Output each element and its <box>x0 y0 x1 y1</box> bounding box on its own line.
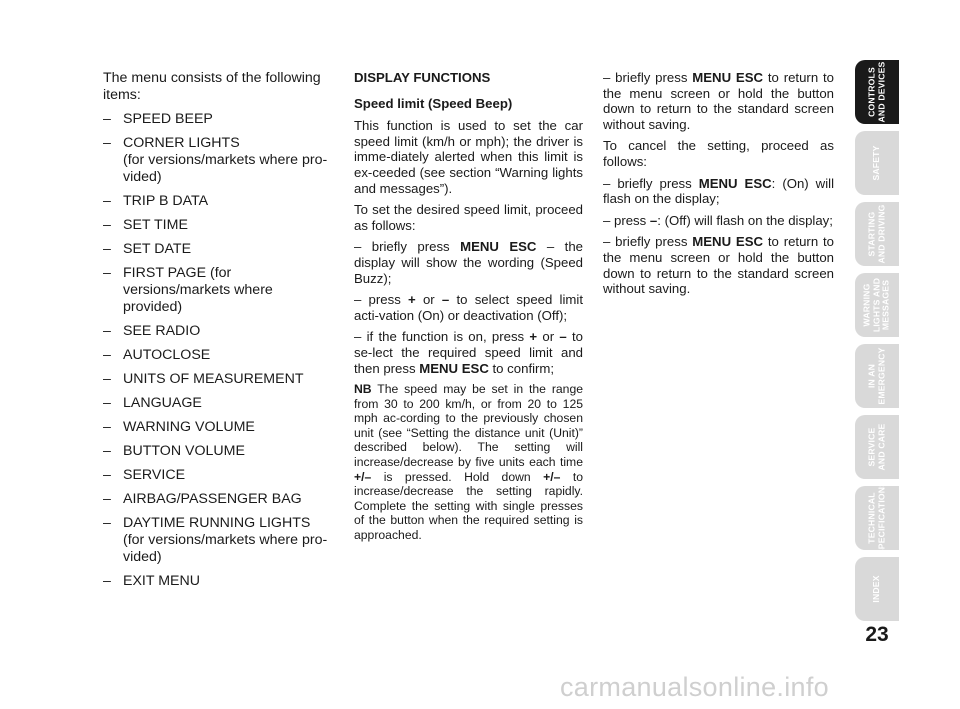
chapter-tab[interactable] <box>855 415 899 479</box>
chapter-tab-label: INDEX <box>871 575 882 603</box>
chapter-tab[interactable] <box>855 557 899 621</box>
section-heading: DISPLAY FUNCTIONS <box>354 70 491 85</box>
list-item-label: CORNER LIGHTS <box>123 135 240 151</box>
menu-list-item <box>103 193 335 210</box>
menu-list-item <box>103 443 335 460</box>
paragraph: To cancel the setting, proceed as follows: <box>603 138 834 169</box>
cancel-setting-column <box>603 70 834 303</box>
list-dash: – <box>103 135 111 151</box>
menu-intro: The menu consists of the following items: <box>103 70 321 103</box>
paragraph: – press –: (Off) will flash on the display; <box>603 212 833 228</box>
list-dash: – <box>103 217 111 233</box>
chapter-tab[interactable] <box>855 344 899 408</box>
chapter-tab-label: TECHNICAL SPECIFICATIONS <box>866 480 886 556</box>
list-item-label: TRIP B DATA <box>123 193 209 209</box>
list-item-text <box>123 443 335 460</box>
list-item-label: SPEED BEEP <box>123 111 213 127</box>
menu-list <box>103 111 335 590</box>
chapter-tab[interactable] <box>855 60 899 124</box>
list-item-label: SERVICE <box>123 467 186 483</box>
chapter-tab-label: STARTING AND DRIVING <box>866 204 886 264</box>
paragraph: – briefly press MENU ESC: (On) will flash on the display; <box>603 175 834 207</box>
list-dash: – <box>103 193 111 209</box>
paragraph: – briefly press MENU ESC – the display will show the wording (Speed Buzz); <box>354 239 584 286</box>
menu-list-item <box>103 241 335 258</box>
list-item-label: SET DATE <box>123 241 192 257</box>
list-dash: – <box>103 395 111 411</box>
list-item-text <box>123 515 335 566</box>
list-dash: – <box>103 111 111 127</box>
chapter-tab-label: IN AN EMERGENCY <box>866 347 886 405</box>
list-item-label: AIRBAG/PASSENGER BAG <box>123 491 302 507</box>
list-dash: – <box>103 265 111 281</box>
display-functions-column <box>354 70 583 549</box>
menu-list-item <box>103 111 335 128</box>
list-item-text <box>123 217 335 234</box>
list-dash: – <box>103 443 111 459</box>
menu-list-item <box>103 265 335 316</box>
list-item-label: FIRST PAGE (for versions/markets where provided) <box>123 265 273 315</box>
paragraph: This function is used to set the car speed limit (km/h or mph); the driver is imme-diately alerted when this limit is ex-ceeded (see section “Warning lights and messages”). <box>354 118 583 196</box>
menu-list-item <box>103 515 335 566</box>
list-dash: – <box>103 515 111 531</box>
menu-items-column <box>103 70 335 597</box>
list-item-label: AUTOCLOSE <box>123 347 211 363</box>
chapter-tabs <box>855 60 899 628</box>
list-item-text <box>123 395 335 412</box>
list-dash: – <box>103 573 111 589</box>
list-item-text <box>123 419 335 436</box>
list-item-text <box>123 241 335 258</box>
menu-list-item <box>103 347 335 364</box>
list-item-text <box>123 135 335 186</box>
paragraph: – press + or – to select speed limit acti-vation (On) or deactivation (Off); <box>354 292 583 323</box>
list-item-label: WARNING VOLUME <box>123 419 255 435</box>
paragraph: – if the function is on, press + or – to se-lect the required speed limit and then press MENU ESC to confirm; <box>354 329 583 376</box>
menu-list-item <box>103 323 335 340</box>
watermark: carmanualsonline.info <box>560 672 829 702</box>
paragraph: To set the desired speed limit, proceed as follows: <box>354 202 583 233</box>
chapter-tab-label: CONTROLS AND DEVICES <box>866 61 886 123</box>
menu-list-item <box>103 467 335 484</box>
list-item-label: SEE RADIO <box>123 323 201 339</box>
list-dash: – <box>103 419 111 435</box>
list-item-text <box>123 323 335 340</box>
chapter-tab-label: SERVICE AND CARE <box>866 423 886 471</box>
list-dash: – <box>103 241 111 257</box>
menu-list-item <box>103 491 335 508</box>
menu-list-item <box>103 371 335 388</box>
list-item-text <box>123 371 335 388</box>
section-subheading: Speed limit (Speed Beep) <box>354 95 513 111</box>
chapter-tab-label: WARNING LIGHTS AND MESSAGES <box>861 277 891 333</box>
list-item-text <box>123 467 335 484</box>
list-item-note: (for versions/markets where pro-vided) <box>123 532 328 565</box>
list-item-label: UNITS OF MEASUREMENT <box>123 371 304 387</box>
list-dash: – <box>103 467 111 483</box>
list-item-label: LANGUAGE <box>123 395 202 411</box>
list-item-text <box>123 193 335 210</box>
list-item-text <box>123 491 335 508</box>
paragraph: – briefly press MENU ESC to return to the menu screen or hold the button down to return to the standard screen without saving. <box>603 234 834 297</box>
list-item-text <box>123 111 335 128</box>
list-item-label: BUTTON VOLUME <box>123 443 245 459</box>
list-item-text <box>123 347 335 364</box>
list-item-note: (for versions/markets where pro-vided) <box>123 152 328 185</box>
menu-list-item <box>103 419 335 436</box>
list-item-label: SET TIME <box>123 217 188 233</box>
list-dash: – <box>103 371 111 387</box>
menu-list-item <box>103 395 335 412</box>
paragraph: – briefly press MENU ESC to return to the menu screen or hold the button down to return to the standard screen without saving. <box>603 70 834 132</box>
chapter-tab[interactable] <box>855 202 899 266</box>
page-number: 23 <box>865 623 889 646</box>
menu-list-item <box>103 573 335 590</box>
list-item-text <box>123 265 335 316</box>
list-dash: – <box>103 491 111 507</box>
list-item-label: DAYTIME RUNNING LIGHTS <box>123 515 311 531</box>
chapter-tab[interactable] <box>855 480 899 556</box>
chapter-tab-label: SAFETY <box>871 145 882 181</box>
list-dash: – <box>103 347 111 363</box>
list-dash: – <box>103 323 111 339</box>
menu-list-item <box>103 217 335 234</box>
list-item-text <box>123 573 335 590</box>
list-item-label: EXIT MENU <box>123 573 200 589</box>
chapter-tab[interactable] <box>855 131 899 195</box>
menu-list-item <box>103 135 335 186</box>
chapter-tab[interactable] <box>855 273 899 337</box>
note-paragraph: NB The speed may be set in the range from 30 to 200 km/h, or from 20 to 125 mph ac-cording to the previously chosen unit (see “Setting the distance unit (Unit)” described below). The setting will increase/decrease by five units each time +/– is pressed. Hold down +/– to increase/decrease the setting rapidly. Complete the setting with single presses of the button when the required setting is approached. <box>354 382 583 543</box>
